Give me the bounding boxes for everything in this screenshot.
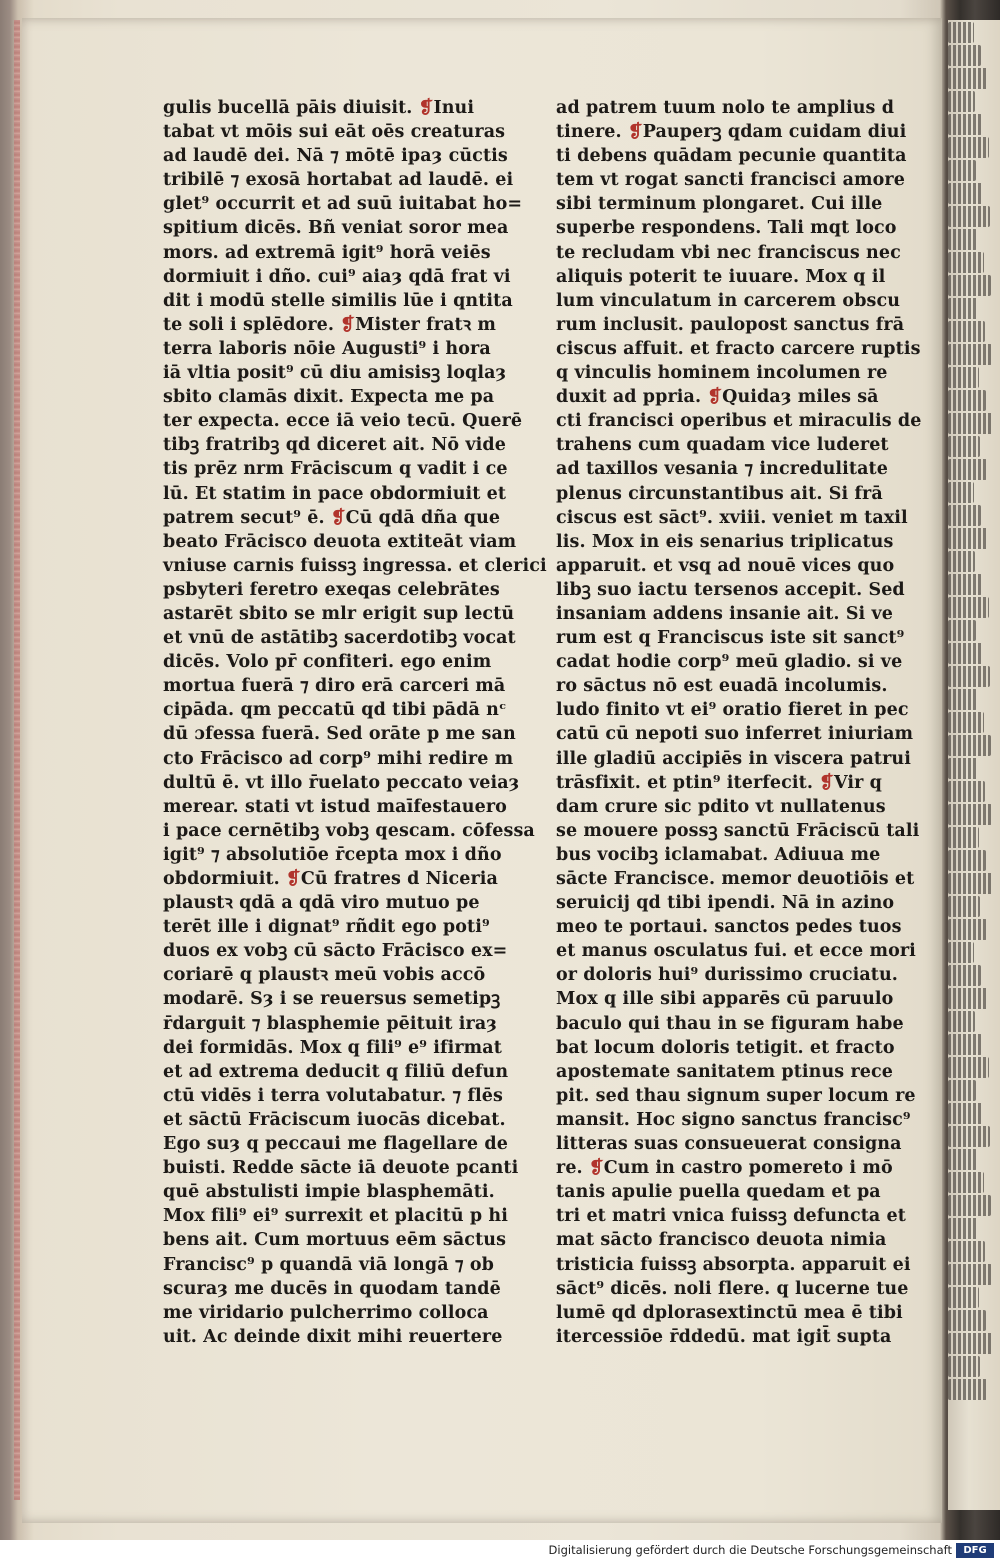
text-line: quē abstulisti impie blasphemāti. bbox=[163, 1182, 495, 1203]
paragraph-mark: ❡ bbox=[588, 1158, 604, 1179]
facing-page-text-fragment bbox=[948, 1011, 975, 1032]
text-line: plenus circunstantibus ait. Si frā bbox=[556, 483, 883, 504]
text-line: et ad extrema deducit q filiū defun bbox=[163, 1061, 509, 1082]
text-line: itercessiōe r̄ddedū. mat igit̄ supta bbox=[556, 1326, 892, 1347]
text-line: patrem secut⁹ ē. ❡Cū qdā dña que bbox=[163, 507, 501, 528]
facing-page-text-fragment bbox=[948, 781, 985, 802]
facing-page-text-fragment bbox=[948, 850, 986, 871]
facing-page-text-fragment bbox=[948, 137, 989, 158]
text-line: duxit ad ppria. ❡Quidaȝ miles sā bbox=[556, 387, 879, 408]
text-line: merear. stati vt istud maīfestauero bbox=[163, 796, 507, 817]
text-line: astarēt sbito se mlr erigit sup lectū bbox=[163, 603, 515, 624]
text-line: dam crure sic pdito vt nullatenus bbox=[556, 796, 886, 817]
text-line: tis prēz nrm Frāciscum q vadit i ce bbox=[163, 459, 508, 480]
facing-page-text-fragment bbox=[948, 873, 993, 894]
text-line: te soli i splēdore. ❡Mister fratꝛ m bbox=[163, 314, 496, 335]
text-line: apostemate sanitatem ptinus rece bbox=[556, 1061, 893, 1082]
facing-page-text-fragment bbox=[948, 321, 985, 342]
text-line: or doloris hui⁹ durissimo cruciatu. bbox=[556, 965, 898, 986]
facing-page-text-fragment bbox=[948, 919, 987, 940]
facing-page-text-fragment bbox=[948, 666, 990, 687]
facing-page-text-fragment bbox=[948, 574, 982, 595]
footer-credit-text: Digitalisierung gefördert durch die Deutsche Forschungsgemeinschaft bbox=[548, 1543, 952, 1557]
facing-page-text-fragment bbox=[948, 436, 980, 457]
text-line: scuraȝ me ducēs in quodam tandē bbox=[163, 1278, 501, 1299]
text-line: ille gladiū accipiēs in viscera patrui bbox=[556, 748, 911, 769]
text-line: litteras suas consueuerat consigna bbox=[556, 1134, 902, 1155]
text-line: ro sāctus nō est euadā incolumis. bbox=[556, 676, 888, 697]
facing-page-text-fragment bbox=[948, 758, 978, 779]
text-line: et manus osculatus fui. et ecce mori bbox=[556, 941, 916, 962]
text-line: i pace cernētibꝫ vobꝫ qescam. cōfessa bbox=[163, 820, 535, 841]
text-line: bus vocibꝫ iclamabat. Adiuua me bbox=[556, 844, 881, 865]
paragraph-mark: ❡ bbox=[286, 869, 301, 889]
text-line: apparuit. et vsq ad nouē vices quo bbox=[556, 555, 895, 576]
text-line: lum vinculatum in carcerem obscu bbox=[556, 290, 901, 311]
text-line: seruicij qd tibi ipendi. Nā in azino bbox=[556, 893, 895, 914]
text-line: me viridario pulcherrimo colloca bbox=[163, 1302, 489, 1323]
text-line: bat locum doloris tetigit. et fracto bbox=[556, 1037, 895, 1058]
facing-page-text-fragment bbox=[948, 551, 975, 572]
text-line: buisti. Redde sācte iā deuote pcanti bbox=[163, 1158, 519, 1179]
paragraph-mark: ❡ bbox=[418, 98, 434, 118]
facing-page-text-fragment bbox=[948, 965, 981, 986]
facing-page-text-fragment bbox=[948, 528, 988, 549]
facing-page-text-fragment bbox=[948, 597, 989, 618]
text-line: tinere. ❡Pauperꝫ qdam cuidam diui bbox=[556, 122, 907, 143]
facing-page-text-fragment bbox=[948, 643, 983, 664]
facing-page-text-fragment bbox=[948, 22, 974, 43]
facing-page-text-fragment bbox=[948, 620, 976, 641]
facing-page-text-fragment bbox=[948, 1195, 991, 1216]
facing-page-text-fragment bbox=[948, 1218, 978, 1239]
facing-page-text-fragment bbox=[948, 413, 993, 434]
text-line: sibi terminum plongaret. Cui ille bbox=[556, 194, 883, 215]
text-line: ciscus est sāct⁹. xviii. veniet m taxil bbox=[556, 507, 908, 528]
facing-page-text-fragment bbox=[948, 252, 984, 273]
text-line: dormiuit i dño. cui⁹ aiaȝ qdā frat vi bbox=[163, 266, 511, 287]
text-line: tem vt rogat sancti francisci amore bbox=[556, 170, 905, 191]
facing-page-text-fragment bbox=[948, 505, 981, 526]
text-line: ad patrem tuum nolo te amplius d bbox=[556, 98, 895, 118]
text-line: aliquis poterit te iuuare. Mox q il bbox=[556, 266, 886, 287]
text-line: ciscus affuit. et fracto carcere ruptis bbox=[556, 338, 921, 359]
facing-page-text-fragment bbox=[948, 1379, 987, 1400]
text-line: baculo qui thau in se figuram habe bbox=[556, 1013, 904, 1034]
text-line: bens ait. Cum mortuus eēm sāctus bbox=[163, 1230, 507, 1251]
text-line: ctū vidēs i terra volutabatur. ⁊ flēs bbox=[163, 1085, 503, 1106]
text-line: glet⁹ occurrit et ad suū iuitabat ho= bbox=[163, 194, 523, 215]
text-line: terēt ille i dignat⁹ rñdit ego poti⁹ bbox=[163, 917, 490, 938]
text-line: dei formidās. Mox q fili⁹ e⁹ ifirmat bbox=[163, 1037, 502, 1058]
text-line: rum inclusit. paulopost sanctus frā bbox=[556, 314, 905, 335]
text-line: re. ❡Cum in castro pomereto i mō bbox=[556, 1158, 893, 1179]
text-line: modarē. Sȝ i se reuersus semetipꝫ bbox=[163, 989, 501, 1010]
text-line: lū. Et statim in pace obdormiuit et bbox=[163, 483, 507, 504]
text-line: vniuse carnis fuissꝫ ingressa. et clerici bbox=[163, 555, 547, 576]
text-line: Francisc⁹ p quandā viā longā ⁊ ob bbox=[163, 1254, 494, 1275]
text-line: r̄darguit ⁊ blasphemie pēituit iraȝ bbox=[163, 1013, 498, 1034]
text-line: sācte Francisce. memor deuotiōis et bbox=[556, 869, 915, 889]
text-line: uit. Ac deinde dixit mihi reuertere bbox=[163, 1326, 503, 1347]
facing-page-text-fragment bbox=[948, 183, 983, 204]
text-line: ti debens quādam pecunie quantita bbox=[556, 146, 907, 167]
paragraph-mark: ❡ bbox=[707, 387, 723, 408]
text-line: q vinculis hominem incolumen re bbox=[556, 363, 888, 384]
text-line: tribilē ⁊ exosā hortabat ad laudē. ei bbox=[163, 170, 514, 191]
footer-bar bbox=[0, 1540, 1000, 1561]
facing-page-text-fragment bbox=[948, 482, 974, 503]
facing-page-text-fragment bbox=[948, 68, 988, 89]
facing-page-edge bbox=[948, 20, 1000, 1510]
facing-page-text-fragment bbox=[948, 160, 976, 181]
facing-page-text-fragment bbox=[948, 942, 974, 963]
text-line: trāsfixit. et ptin⁹ iterfecit. ❡Vir q bbox=[556, 772, 882, 793]
facing-page-text-fragment bbox=[948, 712, 984, 733]
text-line: dit i modū stelle similis lūe i qntita bbox=[163, 290, 513, 311]
text-line: et sāctū Frāciscum iuocās dicebat. bbox=[163, 1109, 506, 1130]
facing-page-text-fragment bbox=[948, 1241, 985, 1262]
text-line: beato Frācisco deuota extiteāt viam bbox=[163, 531, 517, 552]
facing-page-text-fragment bbox=[948, 114, 982, 135]
text-line: tri et matri vnica fuissꝫ defuncta et bbox=[556, 1206, 906, 1227]
text-line: terra laboris nōie Augusti⁹ i hora bbox=[163, 338, 491, 359]
text-line: libꝫ suo iactu tersenos accepit. Sed bbox=[556, 579, 905, 600]
facing-page-text-fragment bbox=[948, 1264, 992, 1285]
text-line: tabat vt mōis sui eāt oēs creaturas bbox=[163, 122, 506, 143]
dfg-logo: DFG bbox=[956, 1543, 994, 1558]
text-line: plaustꝛ qdā a qdā viro mutuo pe bbox=[163, 893, 480, 914]
text-line: ter expecta. ecce iā veio tecū. Querē bbox=[163, 411, 523, 432]
text-line: cadat hodie corp⁹ meū gladio. si ve bbox=[556, 652, 903, 673]
facing-page-text-fragment bbox=[948, 1080, 976, 1101]
facing-page-text-fragment bbox=[948, 1103, 983, 1124]
facing-page-text-fragment bbox=[948, 45, 981, 66]
paragraph-mark: ❡ bbox=[330, 507, 346, 528]
facing-page-text-fragment bbox=[948, 1333, 993, 1354]
text-line: catū cū nepoti suo inferret iniuriam bbox=[556, 724, 914, 745]
text-line: Ego suȝ q peccaui me flagellare de bbox=[163, 1134, 508, 1155]
facing-page-text-fragment bbox=[948, 1287, 979, 1308]
facing-page-text-fragment bbox=[948, 459, 987, 480]
text-line: cti francisci operibus et miraculis de bbox=[556, 411, 922, 432]
facing-page-text-fragment bbox=[948, 344, 992, 365]
facing-page-text-fragment bbox=[948, 229, 977, 250]
facing-page-text-fragment bbox=[948, 206, 990, 227]
paragraph-mark: ❡ bbox=[819, 772, 834, 793]
text-line: mansit. Hoc signo sanctus francisc⁹ bbox=[556, 1109, 911, 1130]
text-line: duos ex vobꝫ cū sācto Frācisco ex= bbox=[163, 941, 508, 962]
facing-page-text-fragment bbox=[948, 804, 992, 825]
facing-page-text-fragment bbox=[948, 1172, 984, 1193]
text-line: psbyteri feretro exeqas celebrātes bbox=[163, 579, 500, 600]
text-line: et vnū de astātibꝫ sacerdotibꝫ vocat bbox=[163, 628, 516, 649]
text-line: mors. ad extremā igit⁹ horā veiēs bbox=[163, 242, 491, 263]
text-line: lis. Mox in eis senarius triplicatus bbox=[556, 531, 894, 552]
text-line: ludo finito vt ei⁹ oratio fieret in pec bbox=[556, 700, 909, 721]
facing-page-text-fragment bbox=[948, 1126, 990, 1147]
text-line: Mox q ille sibi apparēs cū paruulo bbox=[556, 989, 894, 1010]
facing-page-text-fragment bbox=[948, 275, 991, 296]
text-line: cipāda. qm peccatū qd tibi pādā nᶜ bbox=[163, 700, 507, 721]
text-line: mat sācto francisco deuota nimia bbox=[556, 1230, 887, 1251]
facing-page-text-fragment bbox=[948, 1356, 980, 1377]
text-line: iā vltia posit⁹ cū diu amisisꝫ loqlaȝ bbox=[163, 363, 507, 384]
text-line: tanis apulie puella quedam et pa bbox=[556, 1182, 881, 1203]
text-line: superbe respondens. Tali mqt loco bbox=[556, 218, 897, 239]
text-line: dultū ē. vt illo r̄uelato peccato veiaȝ bbox=[163, 772, 520, 793]
text-line: meo te portaui. sanctos pedes tuos bbox=[556, 917, 902, 938]
text-line: insaniam addens insanie ait. Si ve bbox=[556, 603, 893, 624]
facing-page-text-fragment bbox=[948, 390, 986, 411]
facing-page-text-fragment bbox=[948, 91, 975, 112]
text-line: tibꝫ fratribꝫ qd diceret ait. Nō vide bbox=[163, 435, 506, 456]
page-edge-rubrication bbox=[14, 20, 20, 1500]
text-line: Mox fili⁹ ei⁹ surrexit et placitū p hi bbox=[163, 1206, 508, 1227]
right-text-column bbox=[556, 96, 922, 1349]
facing-page-text-fragment bbox=[948, 689, 977, 710]
text-line: sbito clamās dixit. Expecta me pa bbox=[163, 387, 495, 408]
facing-page-text-fragment bbox=[948, 896, 980, 917]
text-line: ad taxillos vesania ⁊ incredulitate bbox=[556, 459, 888, 480]
text-line: se mouere possꝫ sanctū Frāciscū tali bbox=[556, 820, 920, 841]
text-line: sāct⁹ dicēs. noli flere. q lucerne tue bbox=[556, 1278, 909, 1299]
text-line: lumē qd dplorasextinctū mea ē tibi bbox=[556, 1302, 903, 1323]
text-line: rum est q Franciscus iste sit sanct⁹ bbox=[556, 628, 905, 649]
text-line: igit⁹ ⁊ absolutiōe r̄cepta mox i dño bbox=[163, 844, 502, 865]
text-line: coriarē q plaustꝛ meū vobis accō bbox=[163, 965, 486, 986]
facing-page-text-fragment bbox=[948, 988, 988, 1009]
text-line: dū ɔfessa fuerā. Sed orāte p me san bbox=[163, 724, 516, 745]
text-line: tristicia fuissꝫ absorpta. apparuit ei bbox=[556, 1254, 911, 1275]
text-line: dicēs. Volo pr̄ confiteri. ego enim bbox=[163, 652, 492, 673]
facing-page-text-fragment bbox=[948, 1057, 989, 1078]
facing-page-text-fragment bbox=[948, 1310, 986, 1331]
text-line: trahens cum quadam vice luderet bbox=[556, 435, 889, 456]
text-line: gulis bucellā pāis diuisit. ❡Inui bbox=[163, 98, 475, 118]
text-line: pit. sed thau signum super locum re bbox=[556, 1085, 916, 1106]
paragraph-mark: ❡ bbox=[627, 122, 643, 143]
left-text-column bbox=[163, 96, 547, 1349]
facing-page-text-fragment bbox=[948, 735, 991, 756]
facing-page-text-fragment bbox=[948, 1149, 977, 1170]
paragraph-mark: ❡ bbox=[340, 314, 356, 335]
text-line: obdormiuit. ❡Cū fratres d Niceria bbox=[163, 869, 498, 889]
facing-page-text-fragment bbox=[948, 298, 978, 319]
text-line: spitium dicēs. Bñ veniat soror mea bbox=[163, 218, 509, 239]
text-line: ad laudē dei. Nā ⁊ mōtē ipaȝ cūctis bbox=[163, 146, 508, 167]
facing-page-text-fragment bbox=[948, 367, 979, 388]
text-line: te recludam vbi nec franciscus nec bbox=[556, 242, 901, 263]
facing-page-text-fragment bbox=[948, 1034, 982, 1055]
facing-page-text-fragment bbox=[948, 827, 979, 848]
text-line: cto Frācisco ad corp⁹ mihi redire m bbox=[163, 748, 514, 769]
text-line: mortua fuerā ⁊ diro erā carceri mā bbox=[163, 676, 506, 697]
